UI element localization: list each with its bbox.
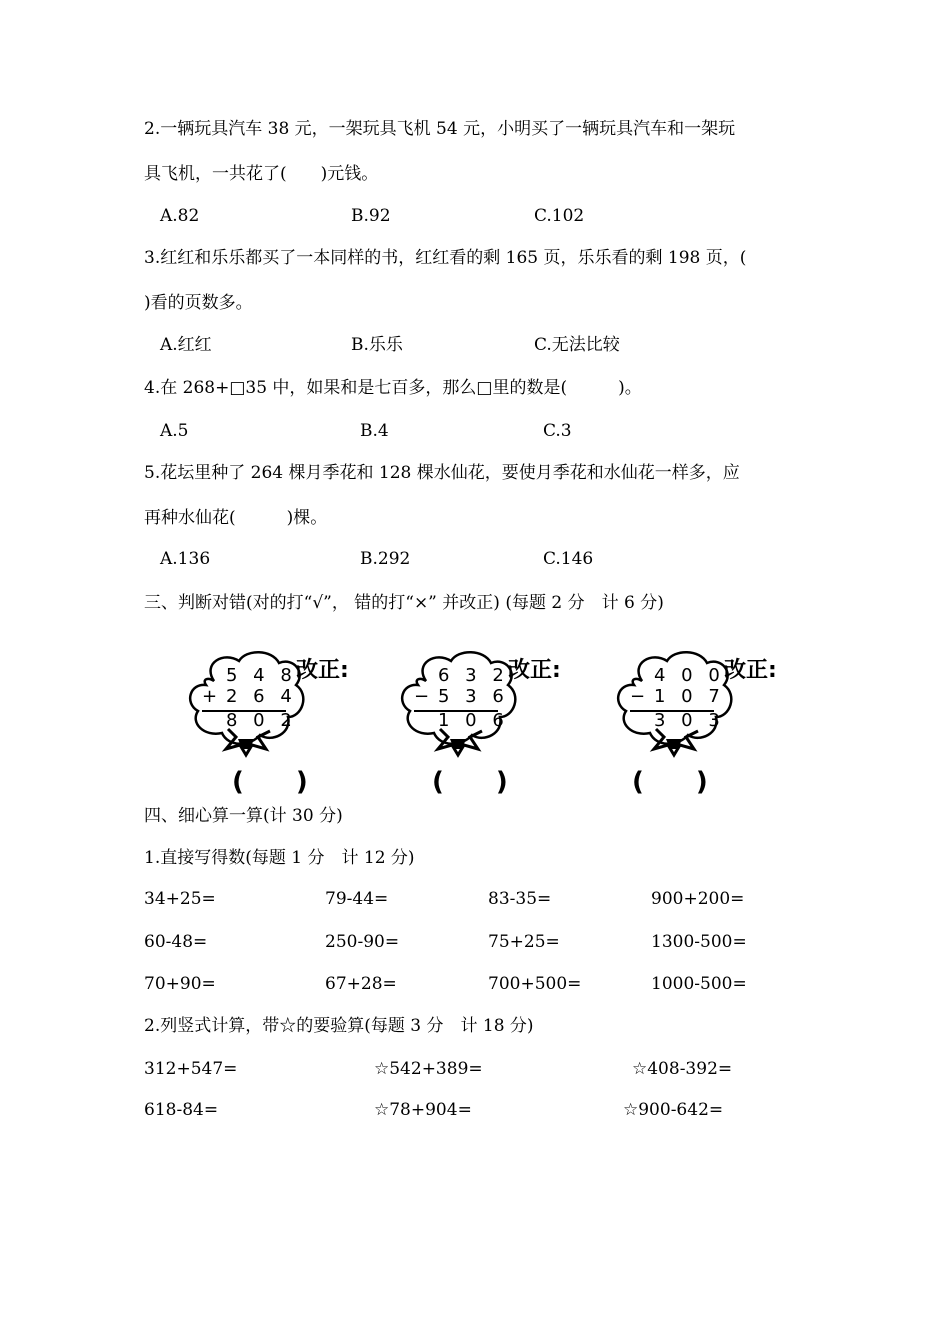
tree-2-correction-label: 改正: — [508, 658, 561, 683]
section4-heading: 四、细心算一算(计 30 分) — [144, 806, 343, 826]
calc-1-4: 900+200= — [651, 889, 745, 909]
q2-option-b: B.92 — [351, 206, 391, 226]
calc-3-3: 700+500= — [488, 974, 582, 994]
q3-line1: 3.红红和乐乐都买了一本同样的书，红红看的剩 165 页，乐乐看的剩 198 页，( — [144, 248, 747, 268]
q2-option-c: C.102 — [534, 206, 585, 226]
q5-option-b: B.292 — [360, 549, 411, 569]
q4-line1: 4.在 268+□35 中，如果和是七百多，那么□里的数是( )。 — [144, 378, 642, 398]
q3-line2: )看的页数多。 — [144, 293, 253, 313]
q2-option-a: A.82 — [160, 206, 200, 226]
tree-1-answer-paren[interactable]: ( ) — [232, 767, 308, 797]
tree-2-top: 6 3 2 — [438, 665, 509, 686]
q5-line1: 5.花坛里种了 264 棵月季花和 128 棵水仙花，要使月季花和水仙花一样多，应 — [144, 463, 740, 483]
tree-2-answer-paren[interactable]: ( ) — [432, 767, 508, 797]
tree-3-correction-label: 改正: — [724, 658, 777, 683]
calc-2-1: 60-48= — [144, 932, 208, 952]
q2-line2: 具飞机，一共花了( )元钱。 — [144, 164, 379, 184]
vertical-1-3: ☆408-392= — [632, 1059, 733, 1079]
tree-3-result: 3 0 3 — [654, 710, 725, 731]
calc-3-2: 67+28= — [325, 974, 397, 994]
q5-option-c: C.146 — [543, 549, 594, 569]
calc-3-4: 1000-500= — [651, 974, 747, 994]
tree-3-answer-paren[interactable]: ( ) — [632, 767, 708, 797]
vertical-1-2: ☆542+389= — [374, 1059, 483, 1079]
calc-2-3: 75+25= — [488, 932, 560, 952]
tree-1-op: + — [202, 686, 223, 707]
vertical-2-3: ☆900-642= — [623, 1100, 724, 1120]
q3-option-b: B.乐乐 — [351, 335, 403, 355]
vertical-2-1: 618-84= — [144, 1100, 219, 1120]
tree-1-top: 5 4 8 — [226, 665, 297, 686]
tree-3 — [608, 645, 848, 795]
q2-line1: 2.一辆玩具汽车 38 元，一架玩具飞机 54 元，小明买了一辆玩具汽车和一架玩 — [144, 119, 736, 139]
q4-option-c: C.3 — [543, 421, 572, 441]
tree-3-mid: 1 0 7 — [654, 686, 725, 707]
q3-option-c: C.无法比较 — [534, 335, 620, 355]
calc-3-1: 70+90= — [144, 974, 216, 994]
tree-2 — [392, 645, 632, 795]
tree-3-op: − — [630, 686, 651, 707]
tree-2-result: 1 0 6 — [438, 710, 509, 731]
calc-1-3: 83-35= — [488, 889, 552, 909]
tree-1-mid: 2 6 4 — [226, 686, 297, 707]
q5-line2: 再种水仙花( )棵。 — [144, 508, 328, 528]
tree-1 — [180, 645, 420, 795]
q5-option-a: A.136 — [160, 549, 211, 569]
calc-1-1: 34+25= — [144, 889, 216, 909]
tree-1-correction-label: 改正: — [296, 658, 349, 683]
calc-2-4: 1300-500= — [651, 932, 747, 952]
q4-option-b: B.4 — [360, 421, 389, 441]
section3-heading: 三、判断对错(对的打“√”， 错的打“×” 并改正) (每题 2 分 计 6 分) — [144, 593, 664, 613]
section4-part2-title: 2.列竖式计算，带☆的要验算(每题 3 分 计 18 分) — [144, 1016, 534, 1036]
vertical-1-1: 312+547= — [144, 1059, 238, 1079]
tree-2-mid: 5 3 6 — [438, 686, 509, 707]
tree-3-top: 4 0 0 — [654, 665, 725, 686]
calc-2-2: 250-90= — [325, 932, 400, 952]
section4-part1-title: 1.直接写得数(每题 1 分 计 12 分) — [144, 848, 415, 868]
vertical-2-2: ☆78+904= — [374, 1100, 472, 1120]
q3-option-a: A.红红 — [160, 335, 212, 355]
tree-2-op: − — [414, 686, 435, 707]
q4-option-a: A.5 — [160, 421, 189, 441]
calc-1-2: 79-44= — [325, 889, 389, 909]
tree-1-result: 8 0 2 — [226, 710, 297, 731]
